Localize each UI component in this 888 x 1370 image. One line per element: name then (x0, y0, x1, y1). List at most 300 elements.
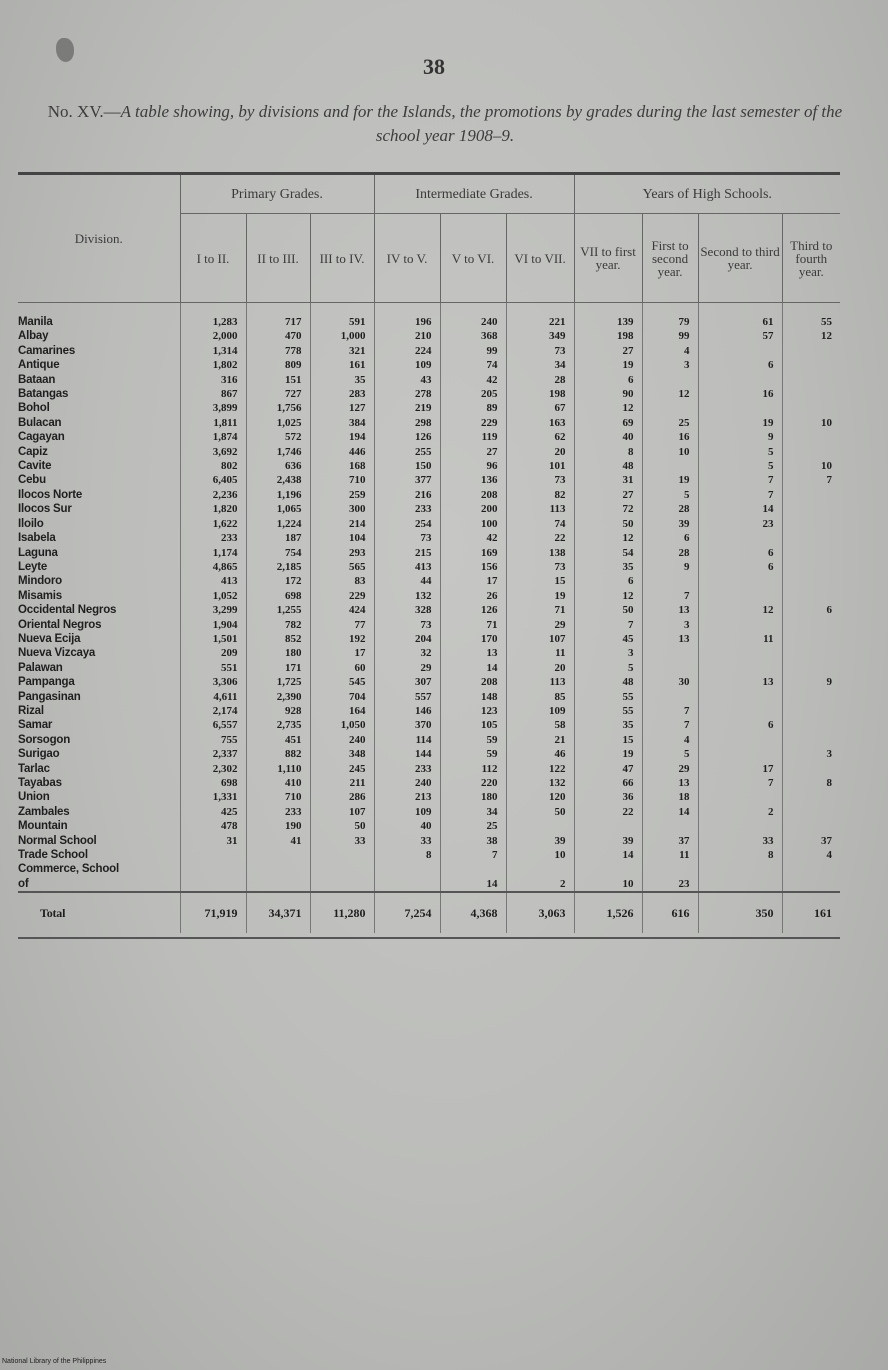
table-cell: 123 (440, 704, 506, 718)
table-cell: 300 (310, 502, 374, 516)
table-cell: 37 (642, 834, 698, 848)
table-cell (782, 445, 840, 459)
table-row (18, 445, 840, 459)
table-cell: 233 (246, 805, 310, 819)
table-cell: 283 (310, 387, 374, 401)
table-cell: 240 (440, 303, 506, 330)
division-name (18, 473, 180, 487)
table-cell: 410 (246, 776, 310, 790)
table-cell: 13 (698, 675, 782, 689)
table-cell: 8 (374, 848, 440, 862)
table-cell: 74 (440, 358, 506, 372)
table-cell: 34,371 (246, 892, 310, 933)
division-label: Bohol (18, 402, 50, 415)
table-cell: 233 (374, 502, 440, 516)
division-label: of (18, 877, 29, 890)
table-row (18, 473, 840, 487)
table-cell: 233 (180, 531, 246, 545)
table-cell: 112 (440, 762, 506, 776)
table-cell (180, 862, 246, 876)
table-cell (782, 661, 840, 675)
division-label: Pampanga (18, 676, 75, 689)
table-cell: 12 (574, 531, 642, 545)
table-cell: 41 (246, 834, 310, 848)
table-cell: 45 (574, 632, 642, 646)
table-row (18, 430, 840, 444)
table-cell: 4,611 (180, 690, 246, 704)
table-cell: 23 (698, 517, 782, 531)
table-cell: 35 (574, 718, 642, 732)
division-name (18, 747, 180, 761)
table-cell: 882 (246, 747, 310, 761)
division-name (18, 790, 180, 804)
table-cell: 4 (642, 344, 698, 358)
table-cell: 101 (506, 459, 574, 473)
column-header: First to second year. (642, 214, 698, 303)
table-cell (782, 589, 840, 603)
table-cell: 1,196 (246, 488, 310, 502)
table-cell: 126 (374, 430, 440, 444)
table-cell: 69 (574, 416, 642, 430)
table-cell: 35 (574, 560, 642, 574)
division-label: Ilocos Norte (18, 488, 83, 501)
table-row (18, 488, 840, 502)
table-cell: 470 (246, 329, 310, 343)
table-cell (698, 690, 782, 704)
table-cell: 46 (506, 747, 574, 761)
division-label: Iloilo (18, 517, 44, 530)
table-cell: 10 (642, 445, 698, 459)
table-cell: 3 (642, 358, 698, 372)
table-cell (782, 401, 840, 415)
division-label: Misamis (18, 589, 62, 602)
table-cell: 33 (310, 834, 374, 848)
table-cell: 59 (440, 747, 506, 761)
table-cell (506, 819, 574, 833)
division-label: Samar (18, 719, 53, 732)
table-cell: 293 (310, 546, 374, 560)
table-cell (698, 790, 782, 804)
table-cell: 8 (698, 848, 782, 862)
table-cell: 852 (246, 632, 310, 646)
division-name (18, 776, 180, 790)
table-cell: 43 (374, 373, 440, 387)
table-row (18, 546, 840, 560)
division-name (18, 632, 180, 646)
table-cell: 66 (574, 776, 642, 790)
division-name (18, 661, 180, 675)
table-cell (782, 560, 840, 574)
division-name (18, 877, 180, 892)
table-row (18, 718, 840, 732)
table-cell (246, 862, 310, 876)
table-row (18, 502, 840, 516)
table-cell (574, 819, 642, 833)
table-cell: 368 (440, 329, 506, 343)
table-cell: 10 (782, 416, 840, 430)
table-cell (782, 344, 840, 358)
table-cell (310, 862, 374, 876)
table-cell: 21 (506, 733, 574, 747)
division-label: Occidental Negros (18, 604, 117, 617)
table-cell (782, 718, 840, 732)
table-cell (642, 373, 698, 387)
table-cell (782, 646, 840, 660)
table-cell: 5 (698, 445, 782, 459)
table-cell (698, 401, 782, 415)
table-cell: 209 (180, 646, 246, 660)
table-cell: 7 (698, 473, 782, 487)
table-cell: 79 (642, 303, 698, 330)
table-cell: 229 (310, 589, 374, 603)
division-name (18, 344, 180, 358)
table-cell: 72 (574, 502, 642, 516)
table-cell: 2,438 (246, 473, 310, 487)
table-cell: 148 (440, 690, 506, 704)
table-cell: 74 (506, 517, 574, 531)
table-cell: 169 (440, 546, 506, 560)
table-cell: 11 (698, 632, 782, 646)
division-label: Bataan (18, 373, 56, 386)
table-cell: 254 (374, 517, 440, 531)
table-cell: 25 (642, 416, 698, 430)
table-cell (642, 646, 698, 660)
table-cell: 636 (246, 459, 310, 473)
table-cell (782, 358, 840, 372)
table-cell: 219 (374, 401, 440, 415)
table-cell: 83 (310, 574, 374, 588)
column-header: I to II. (180, 214, 246, 303)
table-cell: 7 (698, 776, 782, 790)
table-cell (698, 646, 782, 660)
table-cell: 3,063 (506, 892, 574, 933)
table-cell: 205 (440, 387, 506, 401)
table-cell: 39 (574, 834, 642, 848)
table-cell: 39 (506, 834, 574, 848)
division-name (18, 546, 180, 560)
table-cell: 55 (574, 704, 642, 718)
table-cell: 425 (180, 805, 246, 819)
caption-lead: No. XV.— (47, 102, 121, 121)
division-name (18, 574, 180, 588)
table-cell: 255 (374, 445, 440, 459)
table-cell: 33 (698, 834, 782, 848)
table-cell: 29 (374, 661, 440, 675)
table-cell: 17 (440, 574, 506, 588)
table-cell: 478 (180, 819, 246, 833)
table-cell: 782 (246, 618, 310, 632)
table-cell: 57 (698, 329, 782, 343)
division-name (18, 459, 180, 473)
table-cell: 11 (506, 646, 574, 660)
column-header: V to VI. (440, 214, 506, 303)
table-cell (698, 661, 782, 675)
table-cell: 1,110 (246, 762, 310, 776)
table-cell (574, 862, 642, 876)
table-cell (698, 877, 782, 892)
table-cell: 7 (642, 718, 698, 732)
division-name (18, 430, 180, 444)
table-cell: 11,280 (310, 892, 374, 933)
table-cell (374, 877, 440, 892)
total-row (18, 892, 840, 933)
division-label: Capiz (18, 445, 48, 458)
table-cell: 114 (374, 733, 440, 747)
table-row (18, 459, 840, 473)
table-cell: 32 (374, 646, 440, 660)
table-cell: 27 (440, 445, 506, 459)
table-cell: 62 (506, 430, 574, 444)
table-cell (698, 589, 782, 603)
table-cell: 42 (440, 373, 506, 387)
division-name (18, 892, 180, 933)
division-name (18, 416, 180, 430)
table-cell: 29 (642, 762, 698, 776)
table-cell: 1,000 (310, 329, 374, 343)
table-cell: 31 (574, 473, 642, 487)
table-cell: 113 (506, 502, 574, 516)
table-cell (642, 862, 698, 876)
table-cell (642, 661, 698, 675)
division-name (18, 303, 180, 330)
table-cell (782, 531, 840, 545)
table-cell: 1,052 (180, 589, 246, 603)
table-cell: 704 (310, 690, 374, 704)
table-row (18, 560, 840, 574)
table-cell: 928 (246, 704, 310, 718)
table-cell: 163 (506, 416, 574, 430)
table-cell: 109 (374, 358, 440, 372)
table-cell: 14 (574, 848, 642, 862)
table-cell: 22 (506, 531, 574, 545)
table-cell: 28 (642, 546, 698, 560)
table-cell: 7 (698, 488, 782, 502)
table-cell: 25 (440, 819, 506, 833)
table-cell: 2,302 (180, 762, 246, 776)
table-cell: 4,368 (440, 892, 506, 933)
division-label: Leyte (18, 560, 48, 573)
table-row (18, 603, 840, 617)
table-row (18, 690, 840, 704)
table-cell: 7 (642, 589, 698, 603)
table-cell: 5 (642, 488, 698, 502)
division-label: Sorsogon (18, 733, 71, 746)
table-cell: 755 (180, 733, 246, 747)
table-cell: 778 (246, 344, 310, 358)
table-cell (642, 574, 698, 588)
table-cell (246, 848, 310, 862)
table-cell: 5 (642, 747, 698, 761)
table-cell: 233 (374, 762, 440, 776)
division-name (18, 704, 180, 718)
division-name (18, 401, 180, 415)
table-cell: 67 (506, 401, 574, 415)
table-cell (180, 848, 246, 862)
table-row (18, 632, 840, 646)
division-label: Isabela (18, 532, 56, 545)
division-name (18, 387, 180, 401)
table-cell: 213 (374, 790, 440, 804)
table-cell: 6 (642, 531, 698, 545)
table-cell: 27 (574, 344, 642, 358)
table-cell: 60 (310, 661, 374, 675)
table-row (18, 877, 840, 892)
table-cell: 71 (440, 618, 506, 632)
division-name (18, 445, 180, 459)
table-cell: 1,314 (180, 344, 246, 358)
division-name (18, 862, 180, 876)
table-cell: 34 (506, 358, 574, 372)
table-cell: 557 (374, 690, 440, 704)
table-row (18, 387, 840, 401)
table-cell: 1,904 (180, 618, 246, 632)
table-cell: 3 (642, 618, 698, 632)
table-cell: 113 (506, 675, 574, 689)
table-cell: 8 (782, 776, 840, 790)
table-cell: 73 (506, 473, 574, 487)
division-name (18, 358, 180, 372)
table-cell: 192 (310, 632, 374, 646)
table-cell: 6 (698, 358, 782, 372)
division-name (18, 560, 180, 574)
table-cell: 9 (782, 675, 840, 689)
table-cell: 1,811 (180, 416, 246, 430)
table-cell: 1,331 (180, 790, 246, 804)
table-cell: 198 (506, 387, 574, 401)
table-cell: 1,025 (246, 416, 310, 430)
division-label: Nueva Vizcaya (18, 647, 96, 660)
table-cell: 44 (374, 574, 440, 588)
table-row (18, 848, 840, 862)
table-cell: 77 (310, 618, 374, 632)
table-cell (782, 373, 840, 387)
table-cell: 54 (574, 546, 642, 560)
table-cell: 139 (574, 303, 642, 330)
table-cell: 144 (374, 747, 440, 761)
primary-grades-header: Primary Grades. (180, 175, 374, 214)
division-label: Tarlac (18, 762, 50, 775)
table-cell: 132 (506, 776, 574, 790)
division-label: Cagayan (18, 431, 65, 444)
table-cell: 451 (246, 733, 310, 747)
table-cell (782, 790, 840, 804)
table-row (18, 344, 840, 358)
division-label: Palawan (18, 661, 63, 674)
table-cell: 3 (782, 747, 840, 761)
table-cell (374, 862, 440, 876)
table-cell (782, 632, 840, 646)
table-cell: 19 (574, 747, 642, 761)
table-caption (30, 100, 860, 148)
table-cell (698, 344, 782, 358)
table-cell: 13 (642, 632, 698, 646)
table-cell: 73 (506, 560, 574, 574)
division-name (18, 589, 180, 603)
table-cell: 1,255 (246, 603, 310, 617)
table-row (18, 776, 840, 790)
table-cell: 35 (310, 373, 374, 387)
table-row (18, 834, 840, 848)
table-cell: 132 (374, 589, 440, 603)
table-cell: 245 (310, 762, 374, 776)
table-cell: 384 (310, 416, 374, 430)
table-cell: 31 (180, 834, 246, 848)
table-cell: 1,746 (246, 445, 310, 459)
table-cell: 47 (574, 762, 642, 776)
table-cell: 2,185 (246, 560, 310, 574)
division-label: Surigao (18, 748, 60, 761)
table-cell: 90 (574, 387, 642, 401)
column-header: Second to third year. (698, 214, 782, 303)
table-cell: 19 (506, 589, 574, 603)
bottom-rule (18, 937, 840, 939)
table-cell: 15 (574, 733, 642, 747)
table-cell: 3,692 (180, 445, 246, 459)
table-cell: 4,865 (180, 560, 246, 574)
table-cell (782, 546, 840, 560)
table-cell: 9 (698, 430, 782, 444)
table-cell: 29 (506, 618, 574, 632)
column-header: Third to fourth year. (782, 214, 840, 303)
table-cell: 161 (310, 358, 374, 372)
table-cell: 591 (310, 303, 374, 330)
table-cell: 39 (642, 517, 698, 531)
table-cell (782, 733, 840, 747)
table-cell (698, 733, 782, 747)
table-cell: 7 (574, 618, 642, 632)
table-cell: 73 (374, 531, 440, 545)
table-cell: 298 (374, 416, 440, 430)
table-cell: 22 (574, 805, 642, 819)
table-cell (698, 747, 782, 761)
table-row (18, 531, 840, 545)
division-label: Oriental Negros (18, 618, 102, 631)
table-cell: 20 (506, 661, 574, 675)
table-cell (782, 805, 840, 819)
table-cell: 99 (440, 344, 506, 358)
table-cell: 109 (374, 805, 440, 819)
table-cell: 151 (246, 373, 310, 387)
table-row (18, 358, 840, 372)
table-cell: 13 (642, 776, 698, 790)
intermediate-grades-header: Intermediate Grades. (374, 175, 574, 214)
table-cell (310, 848, 374, 862)
table-cell: 190 (246, 819, 310, 833)
table-cell (698, 574, 782, 588)
table-row (18, 646, 840, 660)
table-cell: 13 (642, 603, 698, 617)
table-cell: 2,174 (180, 704, 246, 718)
division-name (18, 603, 180, 617)
table-cell: 194 (310, 430, 374, 444)
table-row (18, 416, 840, 430)
table-cell: 73 (506, 344, 574, 358)
table-cell: 55 (574, 690, 642, 704)
table-cell: 350 (698, 892, 782, 933)
division-label: Mindoro (18, 575, 62, 588)
table-row (18, 574, 840, 588)
table-cell (698, 704, 782, 718)
table-cell (782, 488, 840, 502)
table-cell: 99 (642, 329, 698, 343)
division-name (18, 733, 180, 747)
table-cell: 370 (374, 718, 440, 732)
table-cell: 55 (782, 303, 840, 330)
table-cell: 12 (574, 589, 642, 603)
table-cell (642, 819, 698, 833)
table-cell: 446 (310, 445, 374, 459)
table-cell (698, 819, 782, 833)
